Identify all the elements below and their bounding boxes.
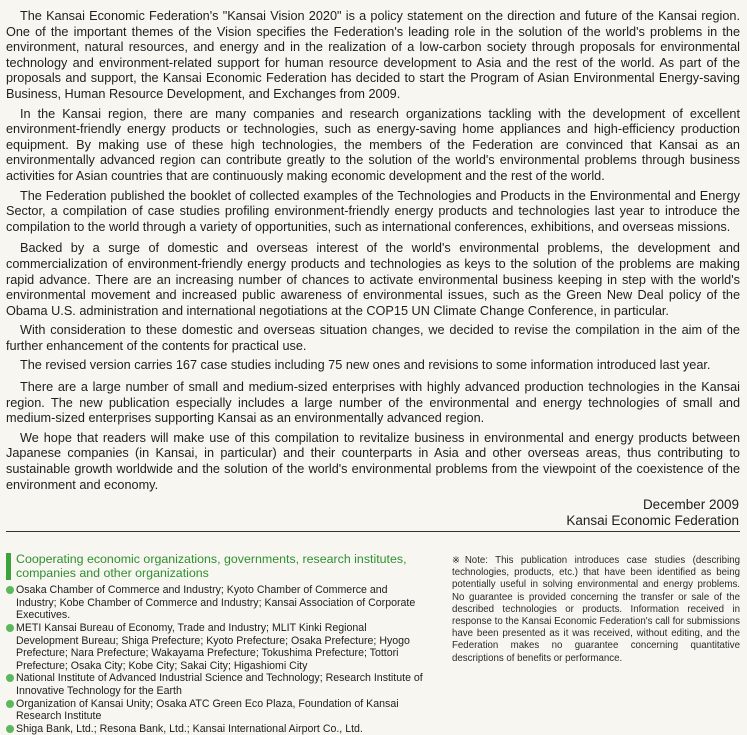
bullet-dot-icon <box>6 700 14 708</box>
disclaimer-note: ※Note: This publication introduces case studies (describing technologies, products, etc.) that have been identified as being potentially useful in solving environmental and energy problems. No guarantee is provided concerning the transfer or sale of the described technologies or products. Information received in response to the Kansai Economic Federation's call for submissions have been presented as it was received, without editing, and the Federation makes no guarantee concerning quantitative descriptions of benefits or performance. <box>452 555 740 664</box>
list-item: Organization of Kansai Unity; Osaka ATC Green Eco Plaza, Foundation of Kansai Research Institute <box>6 698 426 723</box>
bullet-dot-icon <box>6 624 14 632</box>
bullet-dot-icon <box>6 586 14 594</box>
paragraph-hope: We hope that readers will make use of this compilation to revitalize business in environmental and energy products between Japanese companies (in Kansai, in particular) and their counterparts in Asia and other overseas areas, thus contributing to sustainable growth worldwide and the solution of the world's environmental problems from the viewpoint of the coexistence of the environment and economy. <box>6 430 740 492</box>
signature-block <box>566 497 739 529</box>
list-item: Shiga Bank, Ltd.; Resona Bank, Ltd.; Kansai International Airport Co., Ltd. <box>6 723 426 735</box>
cooperating-title: Cooperating economic organizations, governments, research institutes, companies and other organizations <box>16 552 407 580</box>
paragraph-sme: There are a large number of small and medium-sized enterprises with highly advanced production technologies in the Kansai region. The new publication especially includes a large number of the environmental and energy technologies of small and medium-sized enterprises supporting Kansai as an environmentally advanced region. <box>6 380 740 426</box>
signature-date: December 2009 <box>642 497 739 512</box>
cooperating-organizations <box>6 553 426 735</box>
paragraph-surge: Backed by a surge of domestic and overseas interest of the world's environmental problems, the development and commercialization of environment-friendly energy products and technologies as keys to the solution of the problems are making rapid advance. There are an increasing number of chances to activate environmental business keeping in step with the world's environmental movement and increased public awareness of environmental issues, such as the Green New Deal policy of the Obama U.S. administration and international negotiations at the COP15 UN Climate Change Conference, in particular. <box>6 241 740 318</box>
paragraph-booklet: The Federation published the booklet of collected examples of the Technologies and Products in the Environmental and Energy Sector, a compilation of case studies profiling environment-friendly energy products and technologies last year to introduce the compilation to the world through a variety of opportunities, such as international conferences, exhibitions, and overseas missions. <box>6 188 740 234</box>
bullet-dot-icon <box>6 674 14 682</box>
paragraph-kansai-vision: The Kansai Economic Federation's "Kansai Vision 2020" is a policy statement on the direction and future of the Kansai region. One of the important themes of the Vision specifies the Federation's leading role in the solution of the world's problems in the environment, natural resources, and energy and in the realization of a low-carbon society through proposals for environmental technology and environment-related support for human resource development to Asia and the rest of the world. As part of the proposals and support, the Kansai Economic Federation has decided to start the Program of Asian Environmental Energy-saving Business, Human Resource Development, and Exchanges from 2009. <box>6 9 740 101</box>
paragraph-case-studies: The revised version carries 167 case studies including 75 new ones and revisions to some information introduced last year. <box>20 358 711 373</box>
list-item: National Institute of Advanced Industrial Science and Technology; Research Institute of Innovative Technology for the Earth <box>6 672 426 697</box>
cooperating-list <box>6 584 426 735</box>
paragraph-revision-aim: With consideration to these domestic and overseas situation changes, we decided to revise the compilation in the aim of the further enhancement of the contents for practical use. <box>6 323 740 353</box>
paragraph-kansai-region: In the Kansai region, there are many companies and research organizations tackling with the development of excellent environment-friendly energy products or technologies, such as energy-saving home appliances and high-efficiency production equipment. By making use of these high technologies, the members of the Federation are convinced that Kansai as an environmentally advanced region can contribute greatly to the solution of the world's environmental problems through business activities for Asian countries that are continuously making economic development and the rest of the world. <box>6 106 740 183</box>
foreword-body <box>6 9 740 497</box>
green-bar-icon <box>6 553 11 580</box>
section-divider <box>6 531 740 532</box>
cooperating-heading <box>6 553 426 580</box>
list-item: Osaka Chamber of Commerce and Industry; Kyoto Chamber of Commerce and Industry; Kobe Chamber of Commerce and Industry; Kansai Association of Corporate Executives. <box>6 584 426 622</box>
list-item: METI Kansai Bureau of Economy, Trade and Industry; MLIT Kinki Regional Development Bureau; Shiga Prefecture; Kyoto Prefecture; Osaka Prefecture; Hyogo Prefecture; Nara Prefecture; Wakayama Prefecture; Tokushima Prefecture; Tottori Prefecture; Osaka City; Kobe City; Sakai City; Higashiomi City <box>6 622 426 672</box>
signature-org: Kansai Economic Federation <box>566 513 739 528</box>
bullet-dot-icon <box>6 725 14 733</box>
